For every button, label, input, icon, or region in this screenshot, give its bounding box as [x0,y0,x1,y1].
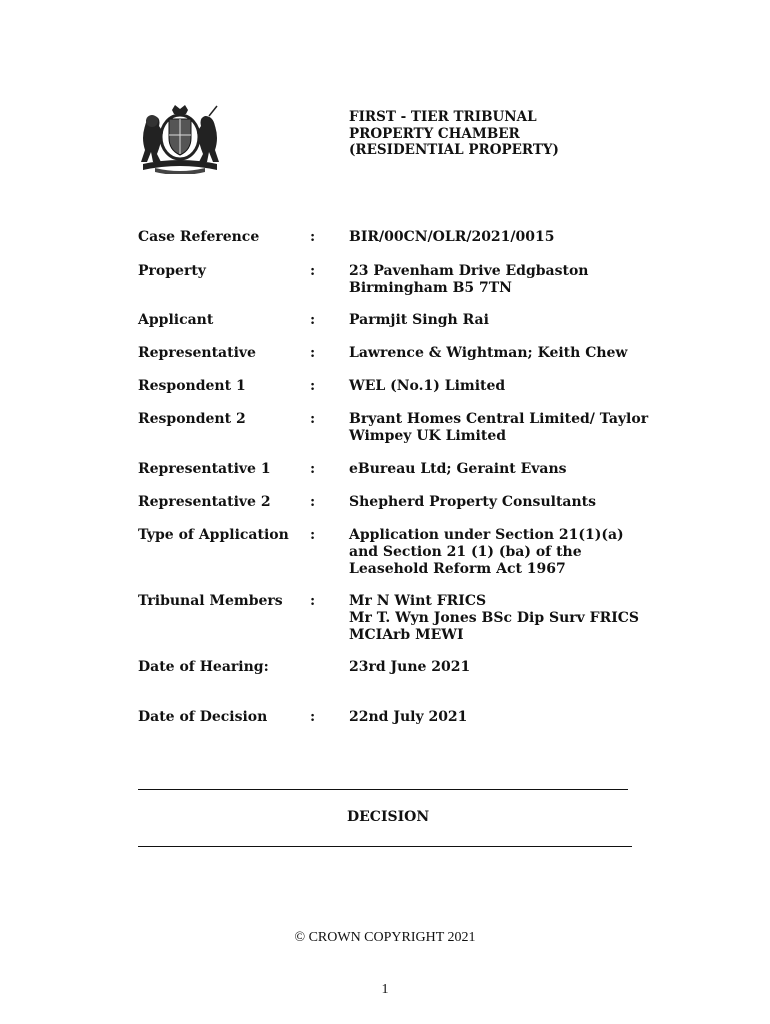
field-value: and Section 21 (1) (ba) of the [349,544,582,560]
field-value: Application under Section 21(1)(a) [349,527,624,543]
field-value: Mr N Wint FRICS [349,593,487,609]
field-label: Representative 2 [138,494,271,510]
field-colon: : [310,527,316,543]
field-value: Bryant Homes Central Limited/ Taylor [349,411,649,427]
heading-line-3: (RESIDENTIAL PROPERTY) [349,142,559,158]
field-colon: : [310,461,316,477]
heading-line-2: PROPERTY CHAMBER [349,125,520,142]
field-value: Parmjit Singh Rai [349,312,489,328]
field-value: WEL (No.1) Limited [349,378,506,394]
page-number: 1 [381,982,389,997]
field-colon: : [310,229,316,245]
royal-coat-of-arms-icon [137,104,223,174]
field-label: Applicant [138,312,214,328]
field-value: Leasehold Reform Act 1967 [349,561,566,577]
field-label: Date of Hearing: [138,659,269,675]
field-value: 22nd July 2021 [349,709,468,725]
field-colon: : [310,263,316,279]
field-value: Lawrence & Wightman; Keith Chew [349,345,628,361]
field-label: Respondent 2 [138,411,246,427]
field-colon: : [310,593,316,609]
field-label: Property [138,263,206,279]
horizontal-rule [138,846,632,847]
field-label: Date of Decision [138,709,268,725]
field-colon: : [310,378,316,394]
field-colon: : [310,411,316,427]
field-colon: : [310,709,316,725]
field-value: 23 Pavenham Drive Edgbaston [349,263,589,279]
field-value: eBureau Ltd; Geraint Evans [349,461,567,477]
field-label: Type of Application [138,527,289,543]
horizontal-rule [138,789,628,790]
field-colon: : [310,345,316,361]
copyright-notice: © CROWN COPYRIGHT 2021 [294,930,476,945]
field-label: Representative 1 [138,461,271,477]
decision-title: DECISION [347,809,430,825]
field-colon: : [310,312,316,328]
field-value: Birmingham B5 7TN [349,280,512,296]
field-label: Representative [138,345,256,361]
field-label: Tribunal Members [138,593,283,609]
field-value: Wimpey UK Limited [349,428,507,444]
field-label: Case Reference [138,229,260,245]
field-value: BIR/00CN/OLR/2021/0015 [349,229,555,245]
field-value: Mr T. Wyn Jones BSc Dip Surv FRICS [349,610,640,626]
field-colon: : [310,494,316,510]
field-label: Respondent 1 [138,378,246,394]
field-value: Shepherd Property Consultants [349,494,597,510]
field-value: 23rd June 2021 [349,659,471,675]
tribunal-heading [349,109,559,159]
heading-line-1: FIRST - TIER TRIBUNAL [349,109,537,125]
field-value: MCIArb MEWI [349,627,464,643]
